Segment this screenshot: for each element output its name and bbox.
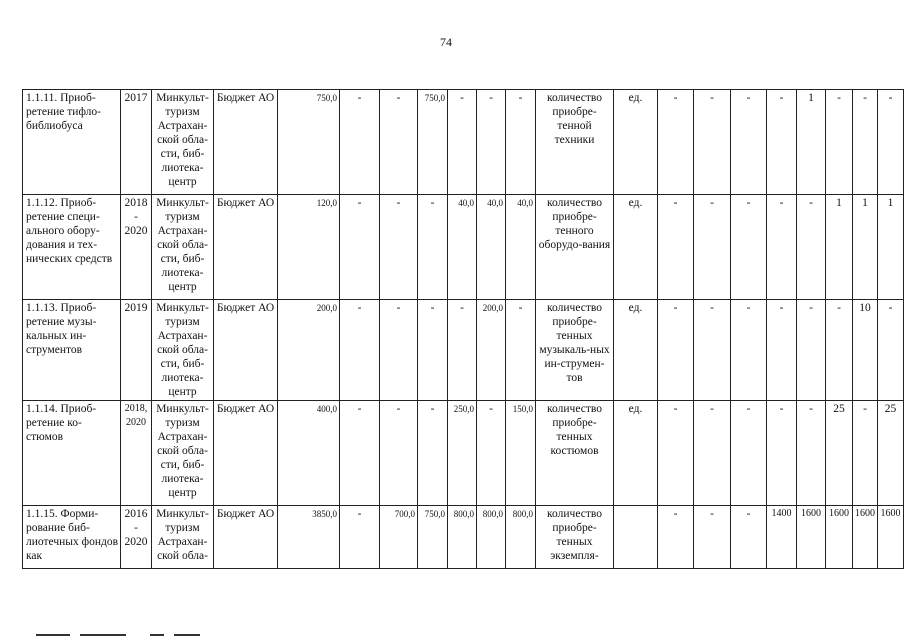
indicator-value-cell: - <box>826 90 853 195</box>
indicator-value-cell: 25 <box>826 401 853 506</box>
footer-mark <box>36 634 70 636</box>
executor-cell: Минкульт-туризм Астрахан-ской обла-сти, биб-лиотека-центр <box>152 401 214 506</box>
indicator-value-cell: - <box>797 300 826 401</box>
page-number: 74 <box>440 35 452 49</box>
indicator-value-cell: 1600 <box>826 506 853 569</box>
funding-cell: 750,0 <box>418 90 448 195</box>
source-cell: Бюджет АО <box>214 195 278 300</box>
funding-cell: - <box>477 90 506 195</box>
indicator-value-cell: 10 <box>853 300 878 401</box>
source-cell: Бюджет АО <box>214 401 278 506</box>
indicator-value-cell: - <box>826 300 853 401</box>
funding-cell: 40,0 <box>506 195 536 300</box>
source-cell: Бюджет АО <box>214 300 278 401</box>
year-cell: 2018 - 2020 <box>121 195 152 300</box>
funding-cell: - <box>477 401 506 506</box>
indicator-cell: количество приобре-тенных экземпля- <box>536 506 614 569</box>
indicator-value-cell: 1 <box>797 90 826 195</box>
table-row <box>23 300 904 401</box>
indicator-value-cell: 1400 <box>767 506 797 569</box>
source-cell: Бюджет АО <box>214 506 278 569</box>
funding-cell: - <box>380 401 418 506</box>
indicator-value-cell: - <box>767 300 797 401</box>
unit-cell: ед. <box>614 90 658 195</box>
funding-cell: - <box>506 90 536 195</box>
indicator-cell: количество приобре-тенных костюмов <box>536 401 614 506</box>
executor-cell: Минкульт-туризм Астрахан-ской обла- <box>152 506 214 569</box>
indicator-value-cell: - <box>853 401 878 506</box>
indicator-value-cell: 25 <box>878 401 904 506</box>
funding-cell: 750,0 <box>418 506 448 569</box>
indicator-cell: количество приобре-тенных музыкаль-ных ин-струмен-тов <box>536 300 614 401</box>
table-row <box>23 90 904 195</box>
indicator-value-cell: - <box>731 506 767 569</box>
funding-cell: - <box>380 90 418 195</box>
funding-cell: 150,0 <box>506 401 536 506</box>
indicator-value-cell: - <box>767 90 797 195</box>
footer-mark <box>80 634 126 636</box>
indicator-value-cell: 1 <box>853 195 878 300</box>
indicator-value-cell: - <box>694 401 731 506</box>
funding-cell: - <box>340 195 380 300</box>
indicator-value-cell: - <box>694 195 731 300</box>
indicator-cell: количество приобре-тенного оборудо-вания <box>536 195 614 300</box>
indicator-value-cell: - <box>731 401 767 506</box>
indicator-value-cell: 1600 <box>797 506 826 569</box>
source-cell: Бюджет АО <box>214 90 278 195</box>
funding-cell: 750,0 <box>278 90 340 195</box>
indicator-value-cell: - <box>878 300 904 401</box>
year-cell: 2016 - 2020 <box>121 506 152 569</box>
funding-cell: - <box>340 401 380 506</box>
funding-cell: 250,0 <box>448 401 477 506</box>
funding-cell: 200,0 <box>278 300 340 401</box>
unit-cell: ед. <box>614 401 658 506</box>
funding-cell: 800,0 <box>448 506 477 569</box>
table-row <box>23 506 904 569</box>
indicator-value-cell: 1600 <box>853 506 878 569</box>
indicator-value-cell: - <box>797 195 826 300</box>
funding-cell: 40,0 <box>448 195 477 300</box>
executor-cell: Минкульт-туризм Астрахан-ской обла-сти, биб-лиотека-центр <box>152 300 214 401</box>
measure-name-cell: 1.1.12. Приоб-ретение специ-ального обору-дования и тех-нических средств <box>23 195 121 300</box>
unit-cell <box>614 506 658 569</box>
funding-cell: 700,0 <box>380 506 418 569</box>
funding-cell: - <box>380 195 418 300</box>
funding-cell: - <box>448 300 477 401</box>
indicator-value-cell: 1 <box>826 195 853 300</box>
indicator-value-cell: - <box>694 90 731 195</box>
measure-name-cell: 1.1.13. Приоб-ретение музы-кальных ин-струментов <box>23 300 121 401</box>
indicator-value-cell: - <box>658 90 694 195</box>
year-cell: 2018, 2020 <box>121 401 152 506</box>
indicator-value-cell: - <box>731 90 767 195</box>
indicator-value-cell: 1 <box>878 195 904 300</box>
executor-cell: Минкульт-туризм Астрахан-ской обла-сти, биб-лиотека-центр <box>152 195 214 300</box>
measure-name-cell: 1.1.14. Приоб-ретение ко-стюмов <box>23 401 121 506</box>
indicator-value-cell: - <box>731 195 767 300</box>
funding-cell: - <box>340 90 380 195</box>
funding-cell: - <box>418 300 448 401</box>
funding-cell: 200,0 <box>477 300 506 401</box>
measure-name-cell: 1.1.15. Форми-рование биб-лиотечных фондов как <box>23 506 121 569</box>
indicator-value-cell: - <box>658 195 694 300</box>
funding-cell: - <box>448 90 477 195</box>
funding-cell: - <box>380 300 418 401</box>
funding-cell: 400,0 <box>278 401 340 506</box>
indicator-value-cell: - <box>694 506 731 569</box>
funding-cell: - <box>418 195 448 300</box>
unit-cell: ед. <box>614 300 658 401</box>
funding-cell: 120,0 <box>278 195 340 300</box>
funding-cell: - <box>506 300 536 401</box>
funding-cell: 3850,0 <box>278 506 340 569</box>
indicator-value-cell: - <box>797 401 826 506</box>
year-cell: 2019 <box>121 300 152 401</box>
indicator-value-cell: - <box>878 90 904 195</box>
table-row <box>23 195 904 300</box>
indicator-value-cell: - <box>658 300 694 401</box>
table-row <box>23 401 904 506</box>
funding-cell: - <box>340 506 380 569</box>
footer-mark <box>174 634 200 636</box>
indicator-cell: количество приобре-тенной техники <box>536 90 614 195</box>
indicator-value-cell: - <box>694 300 731 401</box>
indicator-value-cell: - <box>767 195 797 300</box>
funding-cell: - <box>418 401 448 506</box>
table-body <box>23 90 904 569</box>
funding-cell: 800,0 <box>506 506 536 569</box>
executor-cell: Минкульт-туризм Астрахан-ской обла-сти, биб-лиотека-центр <box>152 90 214 195</box>
measure-name-cell: 1.1.11. Приоб-ретение тифло-библиобуса <box>23 90 121 195</box>
indicator-value-cell: 1600 <box>878 506 904 569</box>
unit-cell: ед. <box>614 195 658 300</box>
funding-cell: 40,0 <box>477 195 506 300</box>
indicator-value-cell: - <box>731 300 767 401</box>
footer-mark <box>150 634 164 636</box>
funding-cell: 800,0 <box>477 506 506 569</box>
program-table <box>22 89 904 569</box>
funding-cell: - <box>340 300 380 401</box>
indicator-value-cell: - <box>658 506 694 569</box>
year-cell: 2017 <box>121 90 152 195</box>
indicator-value-cell: - <box>658 401 694 506</box>
indicator-value-cell: - <box>767 401 797 506</box>
indicator-value-cell: - <box>853 90 878 195</box>
